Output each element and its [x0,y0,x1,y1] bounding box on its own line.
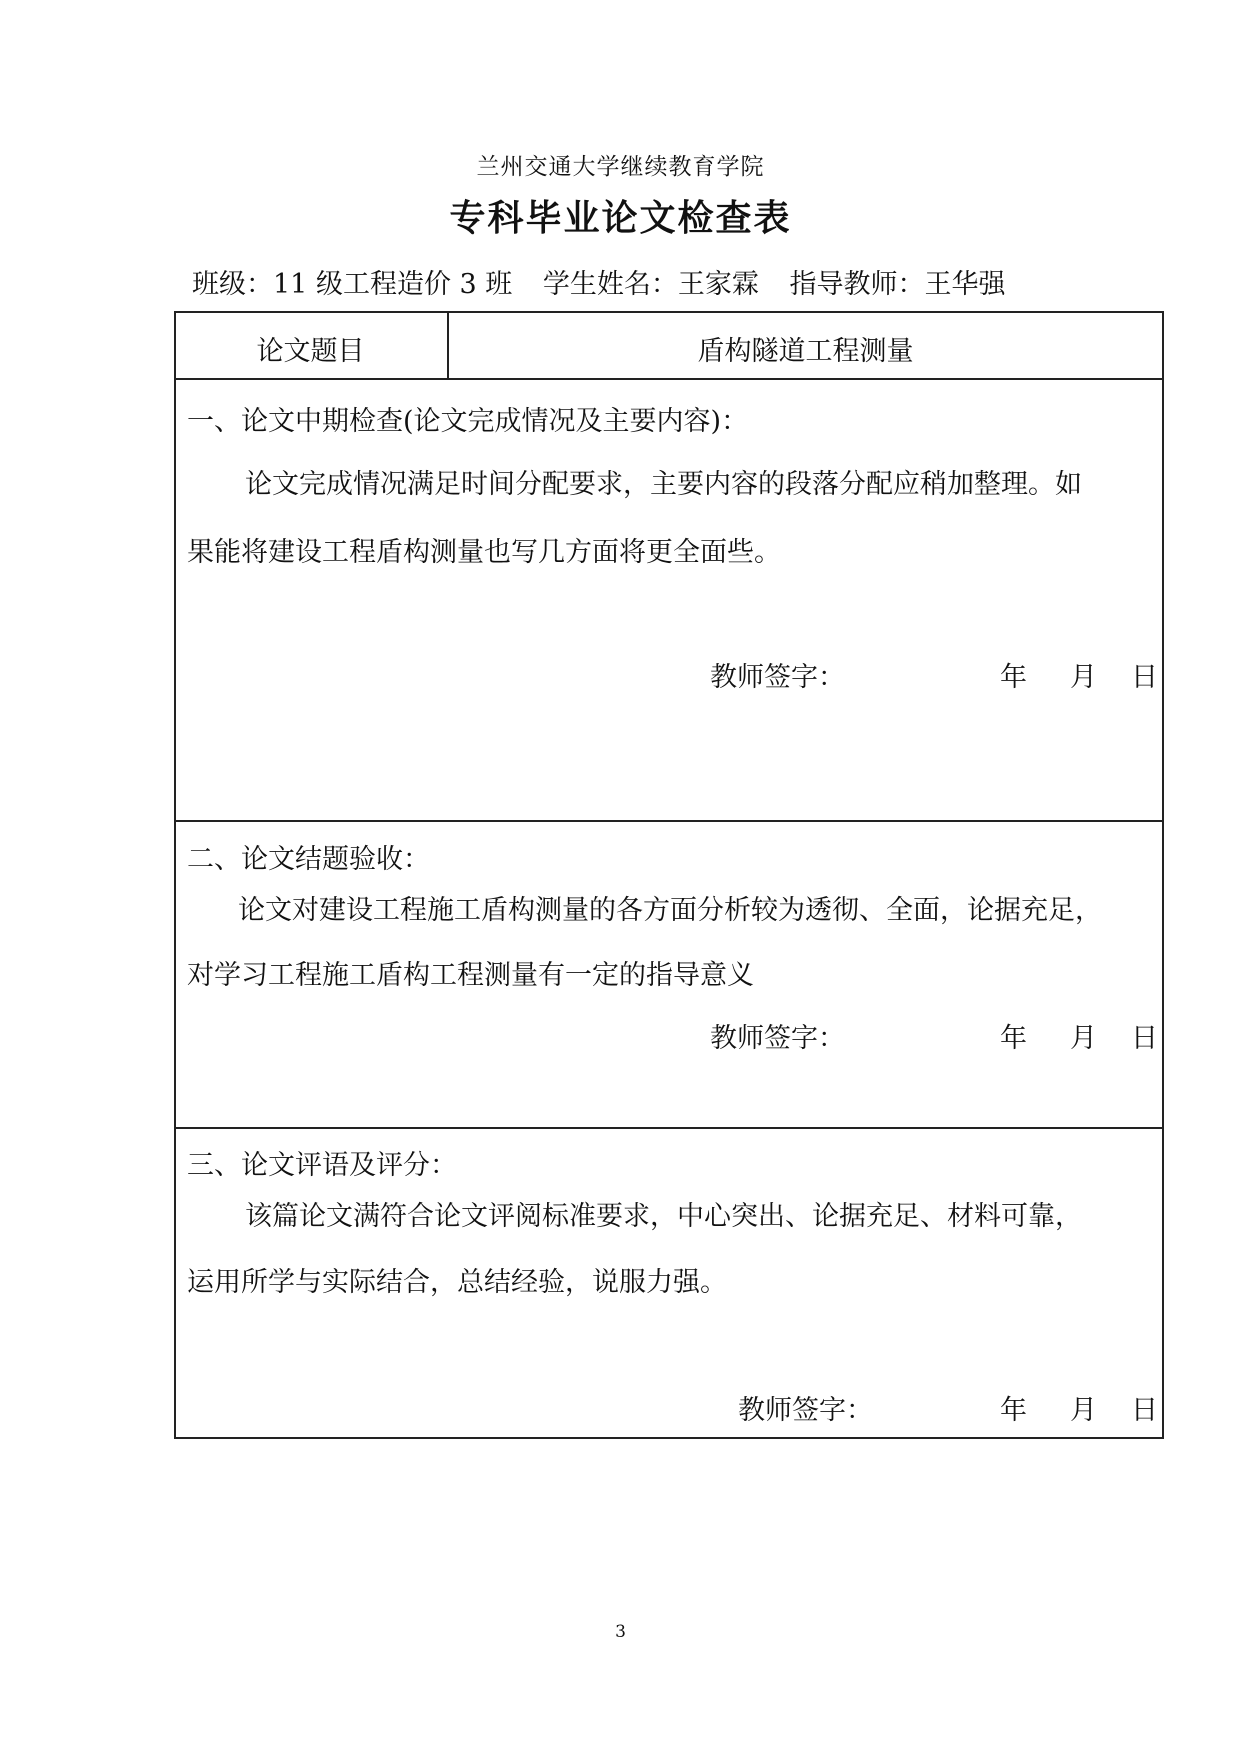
midterm-text-line2: 果能将建设工程盾构测量也写几方面将更全面些。 [187,537,781,568]
page-number: 3 [615,1622,626,1642]
completion-month: 月 [1070,1023,1097,1054]
review-year: 年 [1000,1395,1027,1426]
completion-signature-label: 教师签字： [710,1023,845,1054]
document-title: 专科毕业论文检查表 [449,198,792,239]
midterm-year: 年 [1000,662,1027,693]
row-divider-3 [174,1127,1164,1129]
midterm-text-line1: 论文完成情况满足时间分配要求，主要内容的段落分配应稍加整理。如 [245,469,1082,500]
review-text-line2: 运用所学与实际结合，总结经验，说服力强。 [187,1267,727,1298]
review-heading: 三、论文评语及评分： [187,1150,457,1181]
midterm-day: 日 [1131,662,1158,693]
row-divider-2 [174,820,1164,822]
midterm-signature-label: 教师签字： [710,662,845,693]
student-label: 学生姓名：王家霖 [542,269,759,300]
topic-value: 盾构隧道工程测量 [697,336,914,367]
review-text-line1: 该篇论文满符合论文评阅标准要求，中心突出、论据充足、材料可靠， [245,1201,1082,1232]
completion-heading: 二、论文结题验收： [187,844,430,875]
institution-name: 兰州交通大学继续教育学院 [476,154,765,180]
topic-label: 论文题目 [256,336,365,367]
midterm-heading: 一、论文中期检查(论文完成情况及主要内容)： [187,406,749,437]
completion-text-line2: 对学习工程施工盾构工程测量有一定的指导意义 [187,960,754,991]
review-month: 月 [1070,1395,1097,1426]
review-signature-label: 教师签字： [738,1395,873,1426]
completion-day: 日 [1131,1023,1158,1054]
completion-year: 年 [1000,1023,1027,1054]
class-label: 班级：11 级工程造价 3 班 [192,269,513,300]
review-day: 日 [1131,1395,1158,1426]
info-line [192,262,1027,301]
advisor-label: 指导教师：王华强 [789,269,1006,300]
row-divider-1 [174,378,1164,380]
midterm-month: 月 [1070,662,1097,693]
completion-text-line1: 论文对建设工程施工盾构测量的各方面分析较为透彻、全面，论据充足， [238,895,1102,926]
